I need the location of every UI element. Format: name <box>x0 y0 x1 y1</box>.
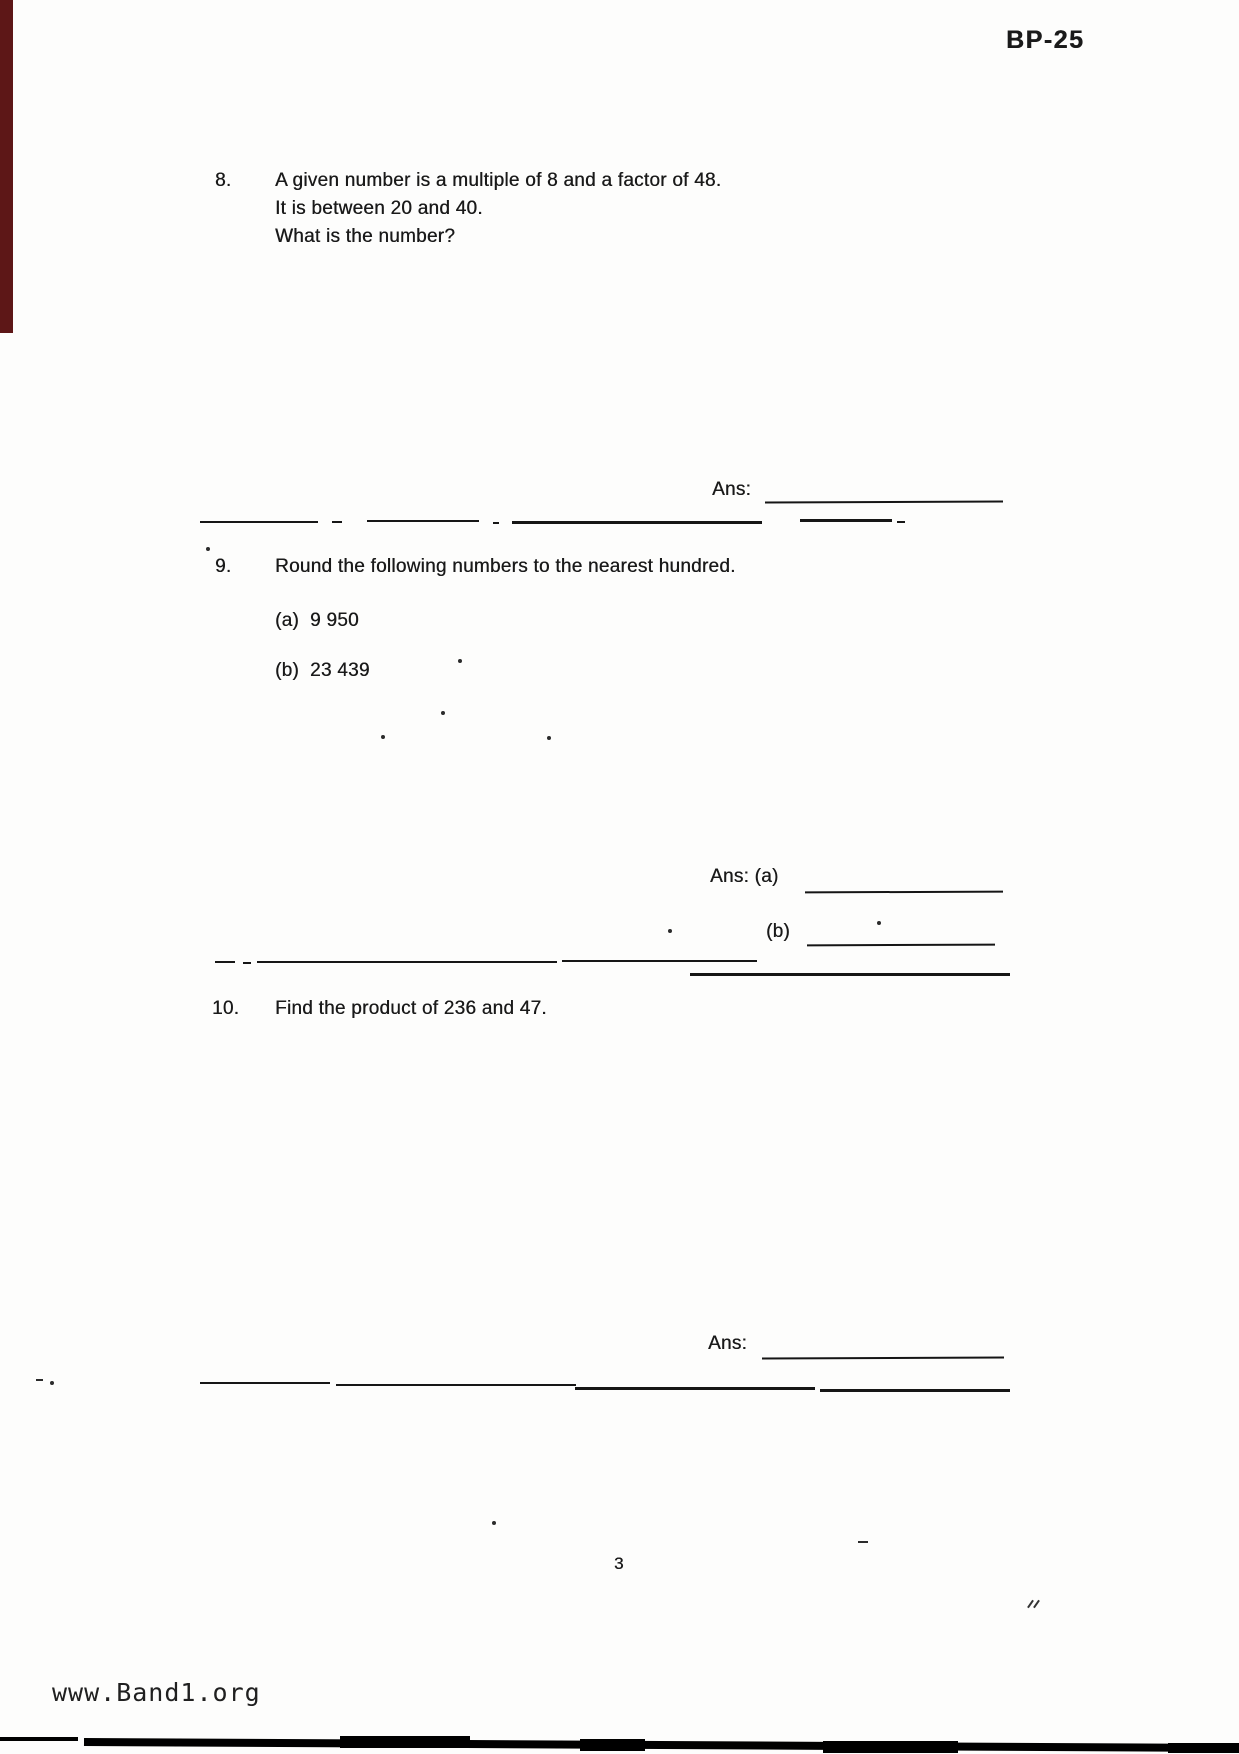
separator-line-segment <box>800 519 892 522</box>
bottom-scan-bar <box>84 1738 1239 1752</box>
bottom-scan-bar <box>823 1741 958 1753</box>
question-9-answer-a-blank-line <box>805 891 1003 894</box>
scan-dot-artifact <box>381 735 385 739</box>
question-9-answer-b-blank-line <box>807 944 995 947</box>
question-8-line-1: A given number is a multiple of 8 and a factor of 48. <box>275 170 722 191</box>
scan-dot-artifact <box>492 1521 496 1525</box>
question-10-answer-blank-line <box>762 1356 1004 1359</box>
question-9-number: 9. <box>215 556 232 577</box>
separator-line-segment <box>367 520 479 522</box>
question-8-line-2: It is between 20 and 40. <box>275 198 483 219</box>
question-10-prompt: Find the product of 236 and 47. <box>275 998 547 1019</box>
scan-dot-artifact <box>206 547 210 551</box>
question-9-answer-b-label: (b) <box>766 921 790 942</box>
separator-line-segment <box>257 961 557 963</box>
scan-tick-artifact <box>1033 1600 1040 1609</box>
footer-url: www.Band1.org <box>52 1678 261 1707</box>
scan-dot-artifact <box>547 736 551 740</box>
question-10-number: 10. <box>212 998 240 1019</box>
page-number: 3 <box>614 1554 624 1573</box>
separator-line-segment <box>575 1387 815 1390</box>
separator-line-segment <box>332 521 342 523</box>
separator-line-segment <box>243 962 251 964</box>
bottom-scan-bar <box>0 1737 78 1741</box>
part-b-label: (b) <box>275 660 299 681</box>
separator-line-segment <box>897 521 905 523</box>
question-10-answer-label: Ans: <box>708 1333 748 1354</box>
part-a-value: 9 950 <box>310 610 359 631</box>
question-9-part-a <box>275 610 359 632</box>
separator-line-segment <box>562 960 757 962</box>
separator-line-segment <box>336 1384 576 1386</box>
scan-dash-artifact <box>36 1379 43 1381</box>
part-a-label: (a) <box>275 610 299 631</box>
scan-dot-artifact <box>668 929 672 933</box>
scan-dot-artifact <box>458 659 462 663</box>
bottom-scan-bar <box>1168 1743 1239 1753</box>
question-8-number: 8. <box>215 170 232 191</box>
question-8-line-3: What is the number? <box>275 226 456 247</box>
separator-line-segment <box>690 973 1010 976</box>
scan-dot-artifact <box>50 1381 54 1385</box>
scan-dot-artifact <box>877 921 881 925</box>
bottom-scan-bar <box>340 1736 470 1748</box>
scan-dash-artifact <box>858 1541 868 1543</box>
separator-line-segment <box>200 1382 330 1384</box>
separator-line-segment <box>200 521 318 523</box>
question-9-answer-a-label: Ans: (a) <box>710 866 779 887</box>
bottom-scan-bar <box>580 1739 645 1751</box>
separator-line-segment <box>215 961 235 963</box>
separator-line-segment <box>512 521 762 524</box>
question-9-part-b <box>275 660 370 682</box>
separator-line-segment <box>493 522 499 524</box>
scan-dot-artifact <box>441 711 445 715</box>
question-8-answer-blank-line <box>765 500 1003 503</box>
question-9-prompt: Round the following numbers to the nearest hundred. <box>275 556 736 577</box>
header-code: BP-25 <box>1006 26 1085 54</box>
part-b-value: 23 439 <box>310 660 370 681</box>
left-edge-scan-stripe <box>0 0 13 333</box>
separator-line-segment <box>820 1389 1010 1392</box>
question-8-answer-label: Ans: <box>712 479 752 500</box>
